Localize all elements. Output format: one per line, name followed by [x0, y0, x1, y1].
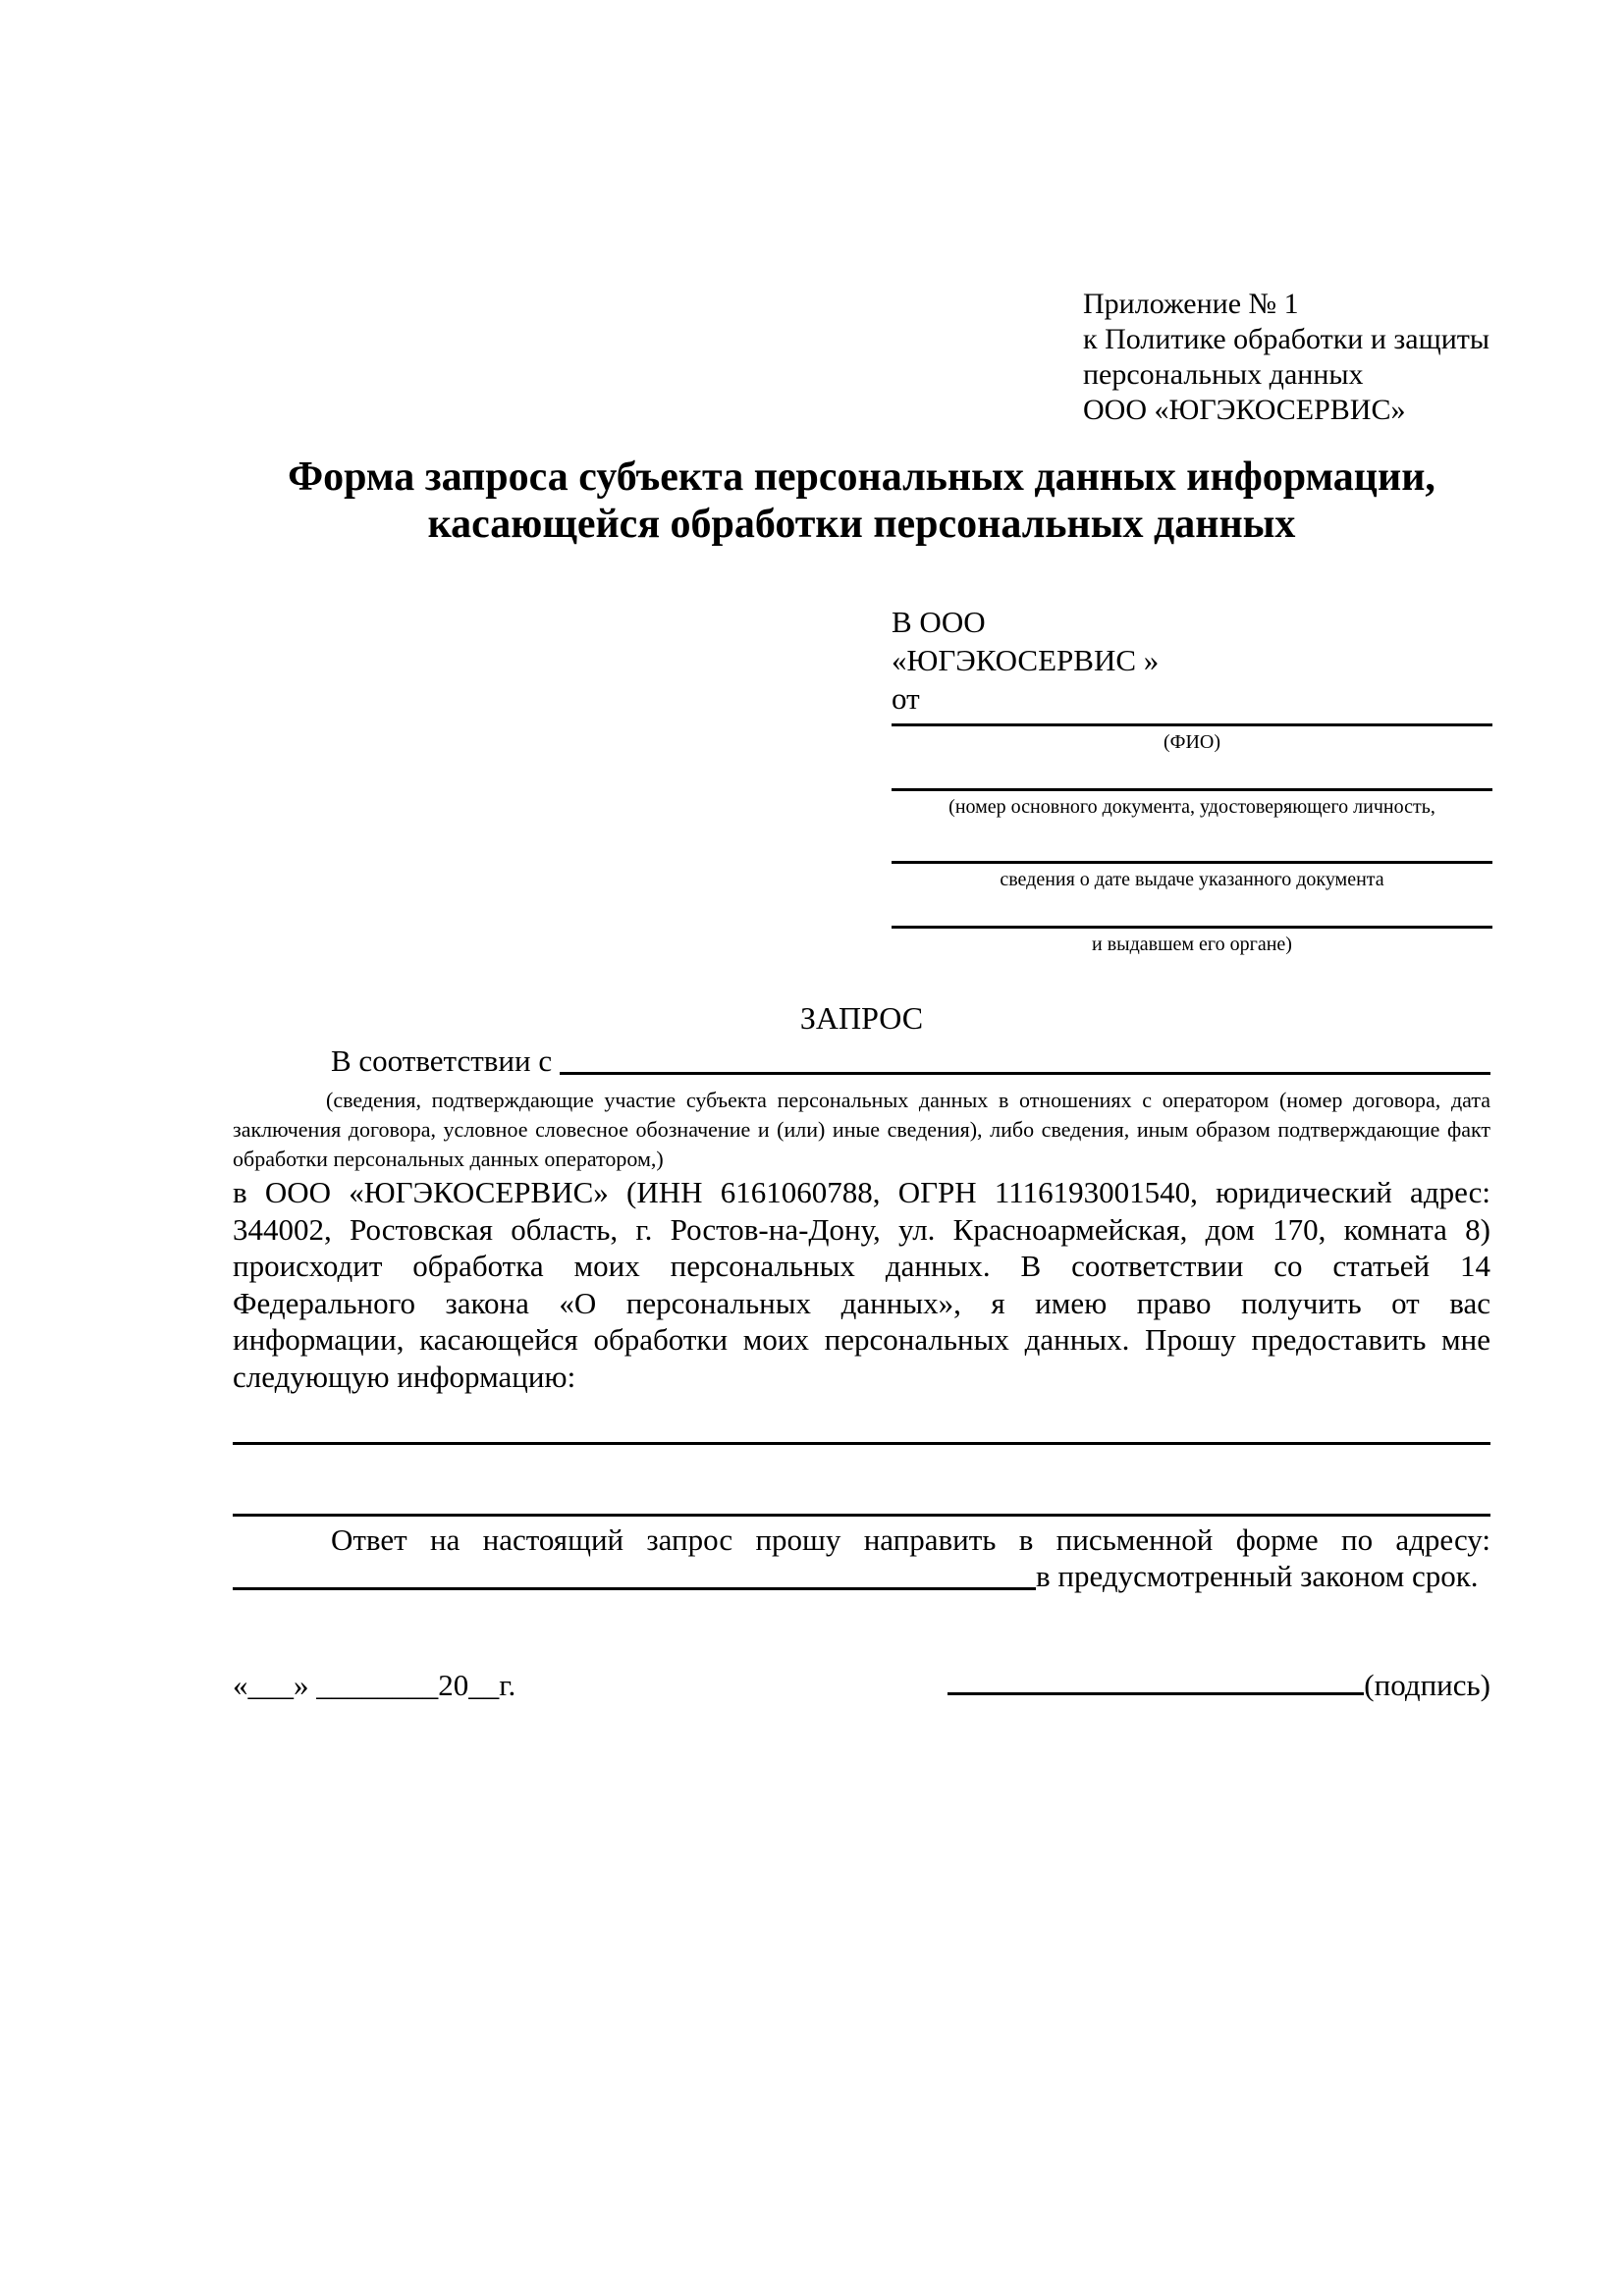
appendix-note	[1083, 287, 1490, 428]
document-title-line: Форма запроса субъекта персональных данных информации,	[288, 454, 1435, 500]
reply-address-row	[233, 1558, 1490, 1594]
signature-area	[947, 1667, 1490, 1703]
signature-caption: (подпись)	[1364, 1668, 1490, 1702]
appendix-line: к Политике обработки и защиты	[1083, 323, 1490, 355]
intro-prefix: В соответствии с	[331, 1043, 553, 1078]
recipient-line: В ООО	[892, 605, 986, 639]
address-blank-line	[233, 1558, 1036, 1590]
body-text-line: Федерального закона «О персональных данных», я имею право получить от вас	[233, 1285, 1490, 1320]
information-blank-line-1	[233, 1442, 1490, 1445]
document-title-line: касающейся обработки персональных данных	[427, 502, 1296, 547]
reply-suffix: в предусмотренный законом срок.	[1036, 1559, 1479, 1593]
processing-note: (сведения, подтверждающие участие субъекта персональных данных в отношениях с оператором (номер договора, дата заключения договора, условное словесное обозначение и (или) иные сведения), либо сведения, иным образом подтверждающие факт обработки персональных данных оператором,)	[233, 1088, 1490, 1171]
body-text-line: следующую информацию:	[233, 1359, 576, 1394]
from-label: от	[892, 681, 920, 716]
appendix-line: персональных данных	[1083, 358, 1364, 391]
recipient-line: «ЮГЭКОСЕРВИС »	[892, 643, 1160, 677]
intro-blank-line	[560, 1041, 1490, 1075]
issue-date-blank-field	[892, 861, 1492, 864]
issuing-authority-blank-field	[892, 926, 1492, 929]
body-text-line: в ООО «ЮГЭКОСЕРВИС» (ИНН 6161060788, ОГРН 1116193001540, юридический адрес:	[233, 1175, 1490, 1209]
body-text-line: происходит обработка моих персональных данных. В соответствии со статьей 14	[233, 1249, 1490, 1283]
fio-blank-field	[892, 723, 1492, 726]
request-heading: ЗАПРОС	[799, 1000, 924, 1036]
information-blank-line-2	[233, 1514, 1490, 1517]
document-number-field-caption: (номер основного документа, удостоверяющего личность,	[948, 796, 1435, 818]
body-text-line: 344002, Ростовская область, г. Ростов-на-Дону, ул. Красноармейская, дом 170, комната 8)	[233, 1211, 1490, 1247]
body-paragraph	[233, 1174, 1490, 1395]
reply-paragraph: Ответ на настоящий запрос прошу направить в письменной форме по адресу:	[331, 1522, 1490, 1557]
document-title	[233, 454, 1490, 548]
date-blank: «___» ________20__г.	[233, 1668, 516, 1702]
document-number-blank-field	[892, 788, 1492, 791]
issue-date-field-caption: сведения о дате выдаче указанного документа	[1000, 869, 1384, 890]
issuing-authority-field-caption: и выдавшем его органе)	[1092, 934, 1292, 955]
signature-blank-line	[947, 1692, 1364, 1695]
appendix-line: Приложение № 1	[1083, 288, 1299, 320]
intro-row	[233, 1041, 1490, 1081]
signature-row	[233, 1667, 1490, 1703]
fio-field-caption: (ФИО)	[1163, 731, 1220, 753]
body-text-line: информации, касающейся обработки моих персональных данных. Прошу предоставить мне	[233, 1322, 1490, 1357]
recipient-block	[892, 603, 1492, 957]
appendix-line: ООО «ЮГЭКОСЕРВИС»	[1083, 394, 1406, 426]
